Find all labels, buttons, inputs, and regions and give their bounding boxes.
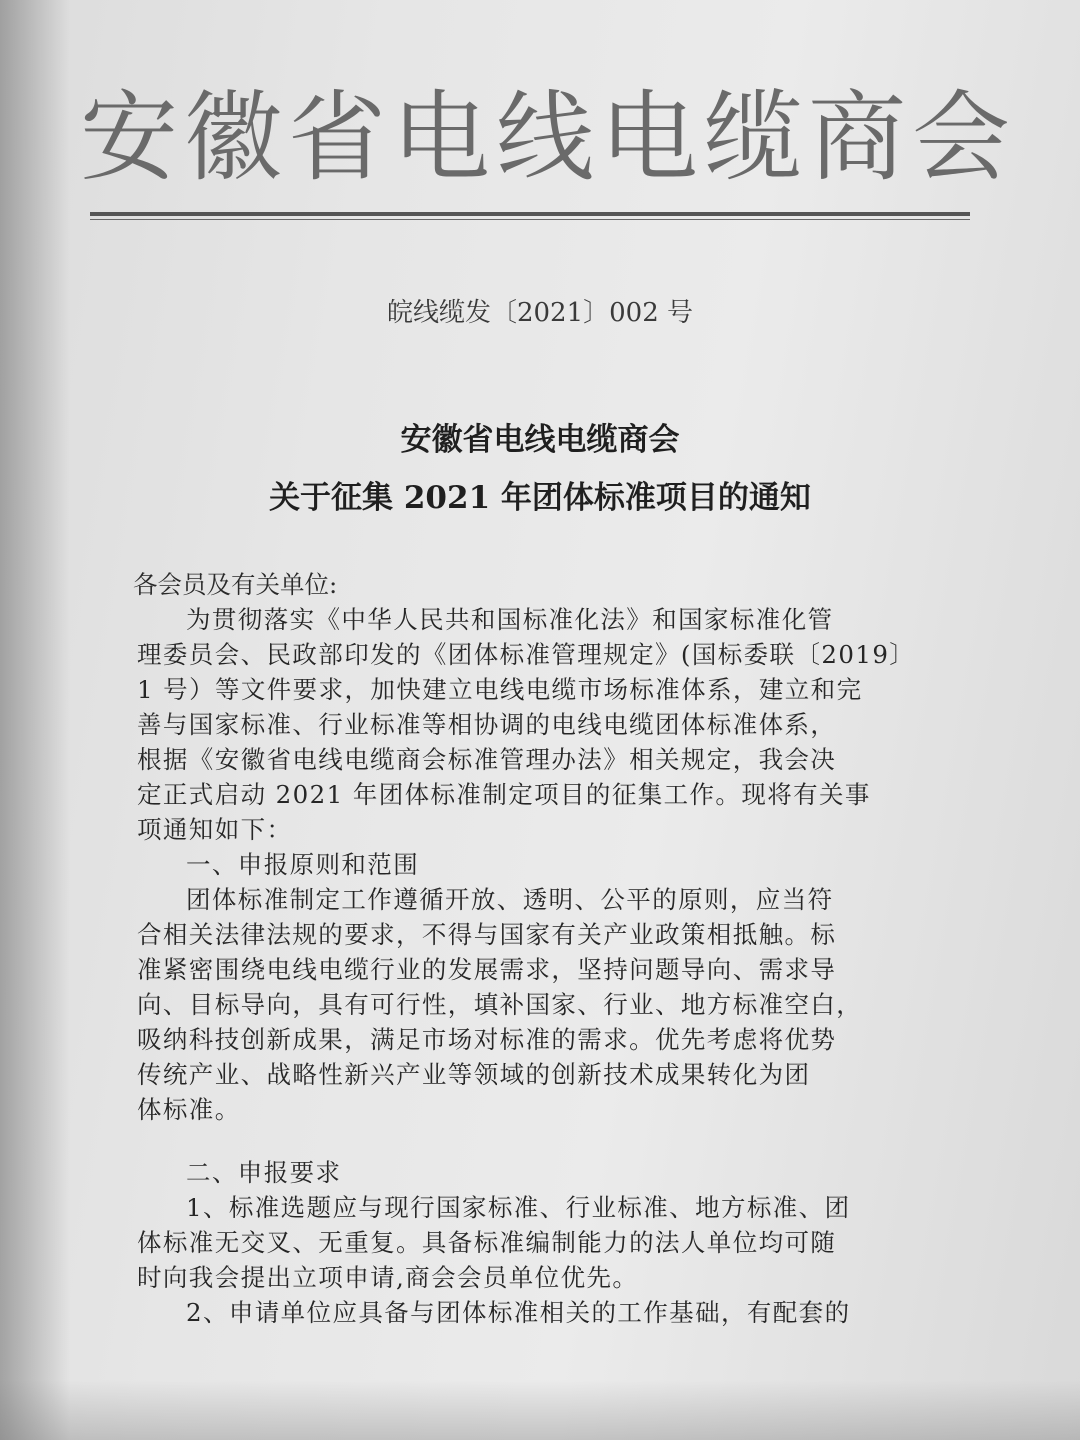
letterhead-org-name: 安徽省电线电缆商会 [80, 81, 1017, 195]
title-line-2: 关于征集 2021 年团体标准项目的通知 [269, 480, 811, 516]
body-line: 准紧密围绕电线电缆行业的发展需求，坚持问题导向、需求导 [137, 955, 837, 984]
page-shadow-left [0, 0, 70, 1440]
body-line: 定正式启动 2021 年团体标准制定项目的征集工作。现将有关事 [137, 780, 871, 809]
body-line: 传统产业、战略性新兴产业等领域的创新技术成果转化为团 [137, 1060, 811, 1089]
body-line: 向、目标导向，具有可行性，填补国家、行业、地方标准空白， [137, 990, 863, 1019]
body-line: 2、申请单位应具备与团体标准相关的工作基础，有配套的 [186, 1298, 851, 1327]
page-shadow-bottom [0, 1380, 1080, 1440]
body-line: 理委员会、民政部印发的《团体标准管理规定》(国标委联〔2019〕 [137, 640, 916, 669]
section-heading: 二、申报要求 [186, 1158, 342, 1187]
body-line: 吸纳科技创新成果，满足市场对标准的需求。优先考虑将优势 [137, 1025, 837, 1054]
letterhead-rule-thick [90, 212, 970, 216]
body-line: 项通知如下： [137, 815, 293, 844]
body-line: 为贯彻落实《中华人民共和国标准化法》和国家标准化管 [186, 605, 834, 634]
salutation: 各会员及有关单位: [133, 570, 338, 599]
body-line: 1、标准选题应与现行国家标准、行业标准、地方标准、团 [186, 1193, 851, 1222]
body-line: 善与国家标准、行业标准等相协调的电线电缆团体标准体系， [137, 710, 837, 739]
body-line: 体标准。 [137, 1095, 241, 1124]
paragraph-gap [137, 1127, 957, 1155]
section-heading: 一、申报原则和范围 [186, 850, 420, 879]
title-line-1: 安徽省电线电缆商会 [400, 422, 680, 458]
document-body [137, 602, 957, 1330]
letterhead-rule-thin [90, 219, 970, 220]
body-line: 1 号）等文件要求，加快建立电线电缆市场标准体系，建立和完 [137, 675, 863, 704]
body-line: 时向我会提出立项申请,商会会员单位优先。 [137, 1263, 639, 1292]
body-line: 体标准无交叉、无重复。具备标准编制能力的法人单位均可随 [137, 1228, 837, 1257]
body-line: 根据《安徽省电线电缆商会标准管理办法》相关规定，我会决 [137, 745, 837, 774]
body-line: 团体标准制定工作遵循开放、透明、公平的原则，应当符 [186, 885, 834, 914]
document-number: 皖线缆发〔2021〕002 号 [386, 298, 694, 328]
body-line: 合相关法律法规的要求，不得与国家有关产业政策相抵触。标 [137, 920, 837, 949]
